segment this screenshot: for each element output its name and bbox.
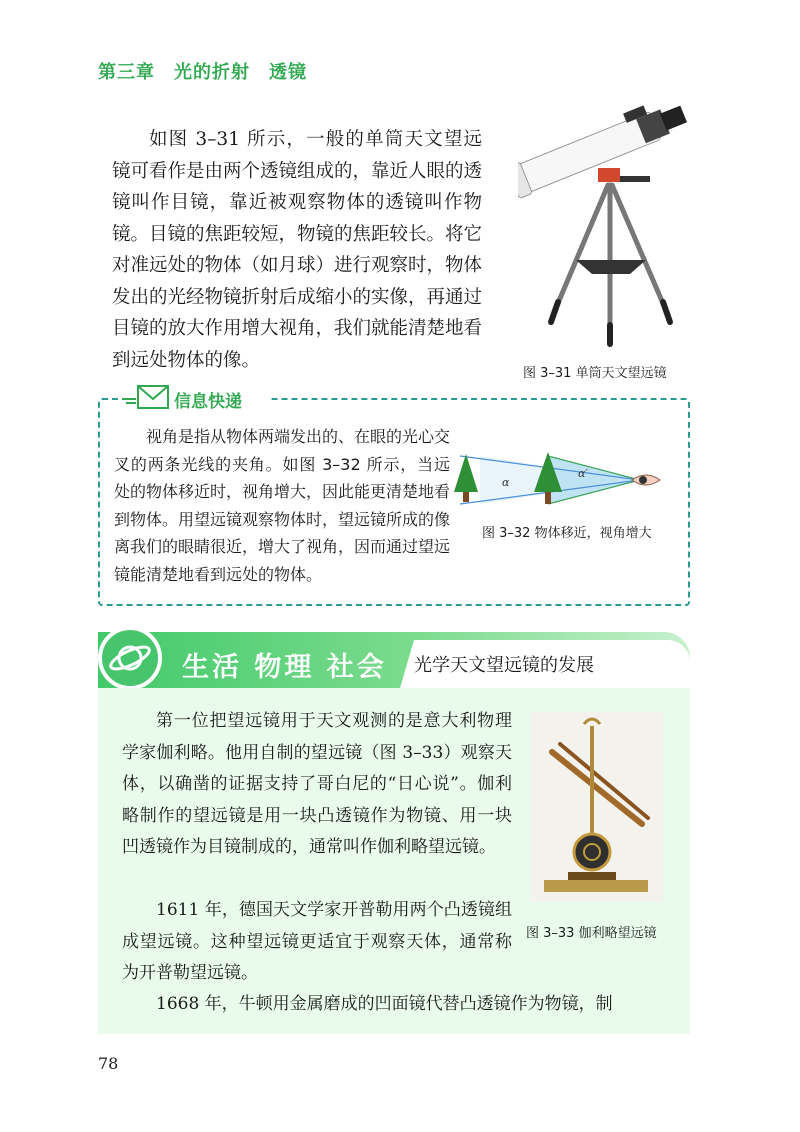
section-paragraph-2: 1611 年，德国天文学家开普勒用两个凸透镜组成望远镜。这种望远镜更适宜于观察天体，通常称为开普勒望远镜。 [122,900,512,983]
stand-base [568,872,616,880]
intro-text [112,124,482,376]
info-box-title: 信息快递 [174,392,242,412]
viewing-angle-diagram [450,448,675,510]
section-text-block-2 [122,895,512,990]
figure-caption-3-33: 图 3–33 伽利略望远镜 [526,926,657,941]
pan-handle [620,176,650,182]
planet-icon [102,630,158,686]
angle-zone-near [548,456,640,504]
figure-caption-3-32: 图 3–32 物体移近，视角增大 [482,526,652,541]
section-badge [98,626,162,690]
galileo-telescope-illustration [530,712,663,902]
intro-paragraph: 如图 3–31 所示，一般的单筒天文望远镜可看作是由两个透镜组成的，靠近人眼的透镜叫作目镜，靠近被观察物体的透镜叫作物镜。目镜的焦距较短，物镜的焦距较长。将它对准远处的物体（如月球）进行观察时，物体发出的光经物镜折射后成缩小的实像，再通过目镜的放大作用增大视角，我们就能清楚地看到远处物体的像。 [112,129,483,371]
refractor-telescope-illustration [518,90,708,350]
info-box-text [114,423,450,589]
mount-head [598,168,620,182]
section-title: 生活 物理 社会 [182,652,387,683]
angle-label-far: α [502,476,510,489]
telescope-tube [518,93,690,199]
envelope-icon [120,382,172,412]
section-paragraph-1: 第一位把望远镜用于天文观测的是意大利物理学家伽利略。他用自制的望远镜（图 3–33）观察天体，以确凿的证据支持了哥白尼的“日心说”。伽利略制作的望远镜是用一块凸透镜作为物镜、用一块凹透镜作为目镜制成的，通常叫作伽利略望远镜。 [122,711,512,857]
stand-plinth [544,880,648,892]
eye-icon [632,475,660,485]
section-paragraph-3: 1668 年，牛顿用金属磨成的凹面镜代替凸透镜作为物镜，制 [156,994,613,1014]
section-text-block-3 [122,989,672,1021]
section-text-block-1 [122,706,512,864]
angle-label-near: α′ [578,467,588,480]
ornate-ring [574,834,610,870]
section-subtitle: 光学天文望远镜的发展 [414,655,594,676]
page-number: 78 [98,1054,119,1073]
info-paragraph: 视角是指从物体两端发出的、在眼的光心交叉的两条光线的夹角。如图 3–32 所示，当远处的物体移近时，视角增大，因此能更清楚地看到物体。用望远镜观察物体时，望远镜所成的像离我们的眼睛很近，增大了视角，因而通过望远镜能清楚地看到远处的物体。 [114,427,451,584]
figure-caption-3-31: 图 3–31 单筒天文望远镜 [523,366,667,381]
tree-far-icon [454,454,478,502]
accessory-tray [576,260,646,274]
chapter-header: 第三章 光的折射 透镜 [98,62,307,83]
